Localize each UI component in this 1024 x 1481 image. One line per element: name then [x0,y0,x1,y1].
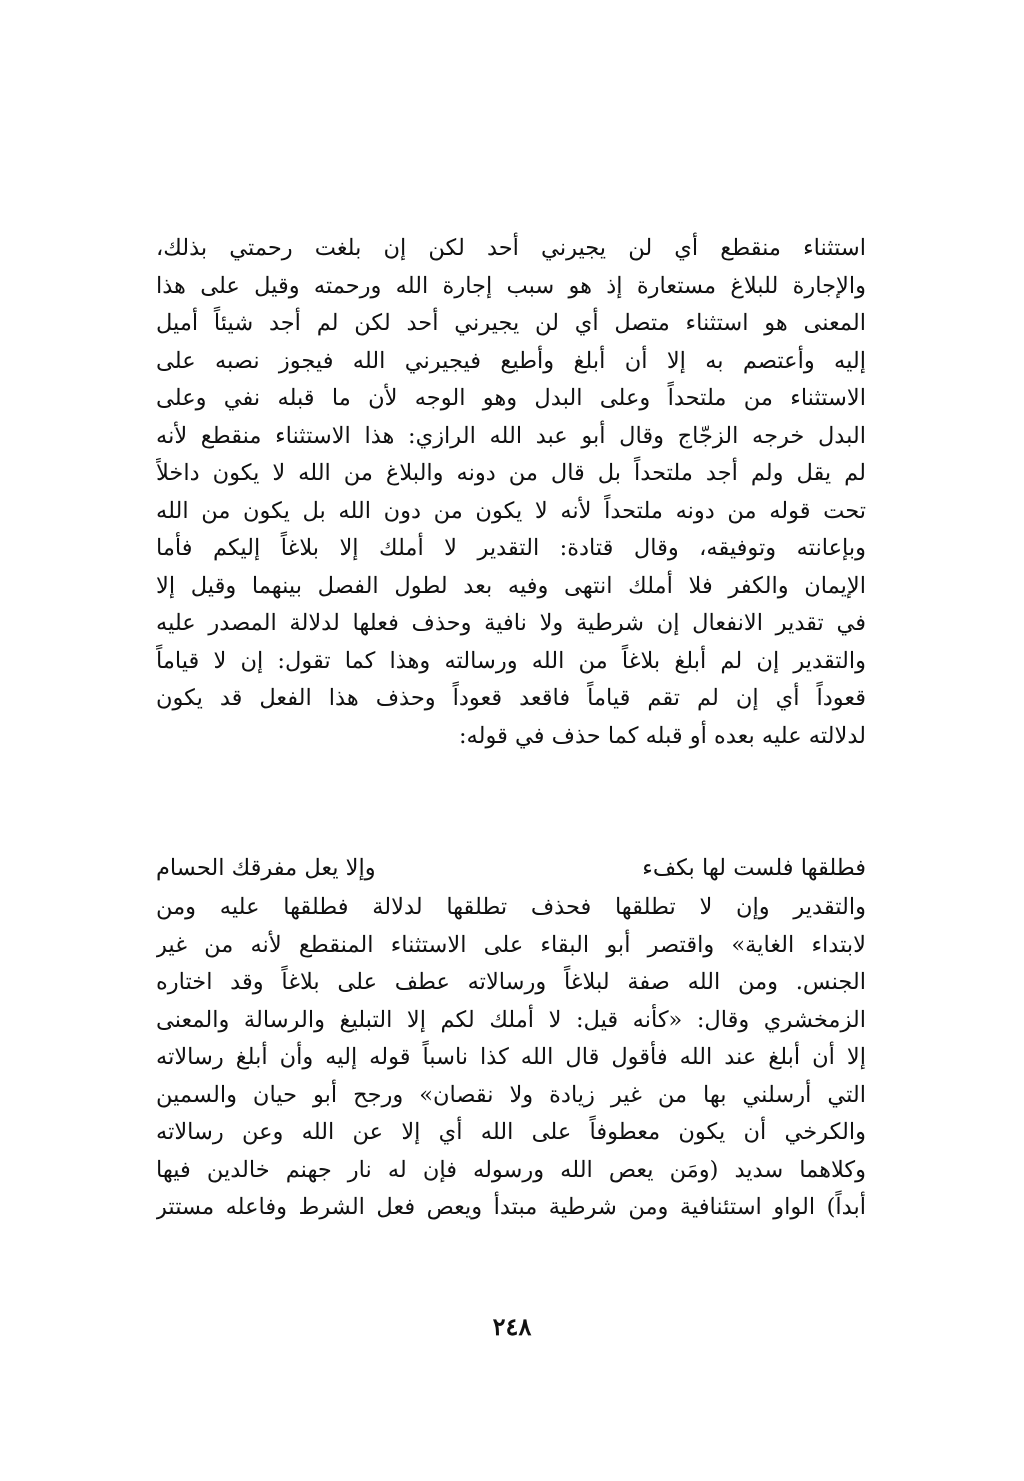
text-line: وبإعانته وتوفيقه، وقال قتادة: التقدير لا أملك إلا بلاغاً إليكم فأما [156,535,866,561]
text-line: في تقدير الانفعال إن شرطية ولا نافية وحذف فعلها لدلالة المصدر عليه [156,610,866,636]
text-line: إلا أن أبلغ عند الله فأقول قال الله كذا ناسباً قوله إليه وأن أبلغ رسالاته [156,1044,866,1070]
text-line: البدل خرجه الزجّاج وقال أبو عبد الله الرازي: هذا الاستثناء منقطع لأنه [156,422,866,449]
text-line: المعنى هو استثناء متصل أي لن يجيرني أحد لكن لم أجد شيئاً أميل [156,310,866,336]
text-line: الاستثناء من ملتحداً وعلى البدل وهو الوجه لأن ما قبله نفي وعلى [156,385,866,411]
text-line: تحت قوله من دونه ملتحداً لأنه لا يكون من دون الله بل يكون من الله [156,497,866,524]
poetry-verse [156,848,866,888]
text-line: والتقدير إن لم أبلغ بلاغاً من الله ورسالته وهذا كما تقول: إن لا قياماً [156,647,866,674]
verse-second-hemistich: وإلا يعل مفرقك الحسام [156,855,376,881]
text-line: لم يقل ولم أجد ملتحداً بل قال من دونه والبلاغ من الله لا يكون داخلاً [156,460,866,486]
paragraph-1 [156,230,866,755]
text-line: لابتداء الغاية» واقتصر أبو البقاء على الاستثناء المنقطع لأنه من غير [156,931,866,958]
text-line: أبداً) الواو استئنافية ومن شرطية مبتدأ ويعص فعل الشرط وفاعله مستتر [156,1194,866,1220]
text-line: قعوداً أي إن لم تقم قياماً فاقعد قعوداً وحذف هذا الفعل قد يكون [156,685,866,711]
text-line: لدلالته عليه بعده أو قبله كما حذف في قوله: [458,722,866,749]
text-line: والإجارة للبلاغ مستعارة إذ هو سبب إجارة الله ورحمته وقيل على هذا [156,272,866,299]
text-line: والتقدير وإن لا تطلقها فحذف تطلقها لدلالة فطلقها عليه ومن [156,894,866,920]
text-line: الزمخشري وقال: «كأنه قيل: لا أملك لكم إلا التبليغ والرسالة والمعنى [156,1006,866,1033]
text-line: الجنس. ومن الله صفة لبلاغاً ورسالاته عطف على بلاغاً وقد اختاره [156,969,866,995]
page-number: ٢٤٨ [492,1312,532,1341]
text-line: التي أرسلني بها من غير زيادة ولا نقصان» ورجح أبو حيان والسمين [156,1081,866,1108]
text-line: والكرخي أن يكون معطوفاً على الله أي إلا عن الله وعن رسالاته [156,1119,866,1145]
text-line: إليه وأعتصم به إلا أن أبلغ وأطيع فيجيرني الله فيجوز نصبه على [156,347,866,374]
verse-first-hemistich: فطلقها فلست لها بكفء [642,855,866,881]
text-line: استثناء منقطع أي لن يجيرني أحد لكن إن بلغت رحمتي بذلك، [156,235,866,261]
text-line: وكلاهما سديد (ومَن يعص الله ورسوله فإن له نار جهنم خالدين فيها [156,1156,866,1183]
text-line: الإيمان والكفر فلا أملك انتهى وفيه بعد لطول الفصل بينهما وقيل إلا [156,572,866,599]
paragraph-2 [156,889,866,1227]
